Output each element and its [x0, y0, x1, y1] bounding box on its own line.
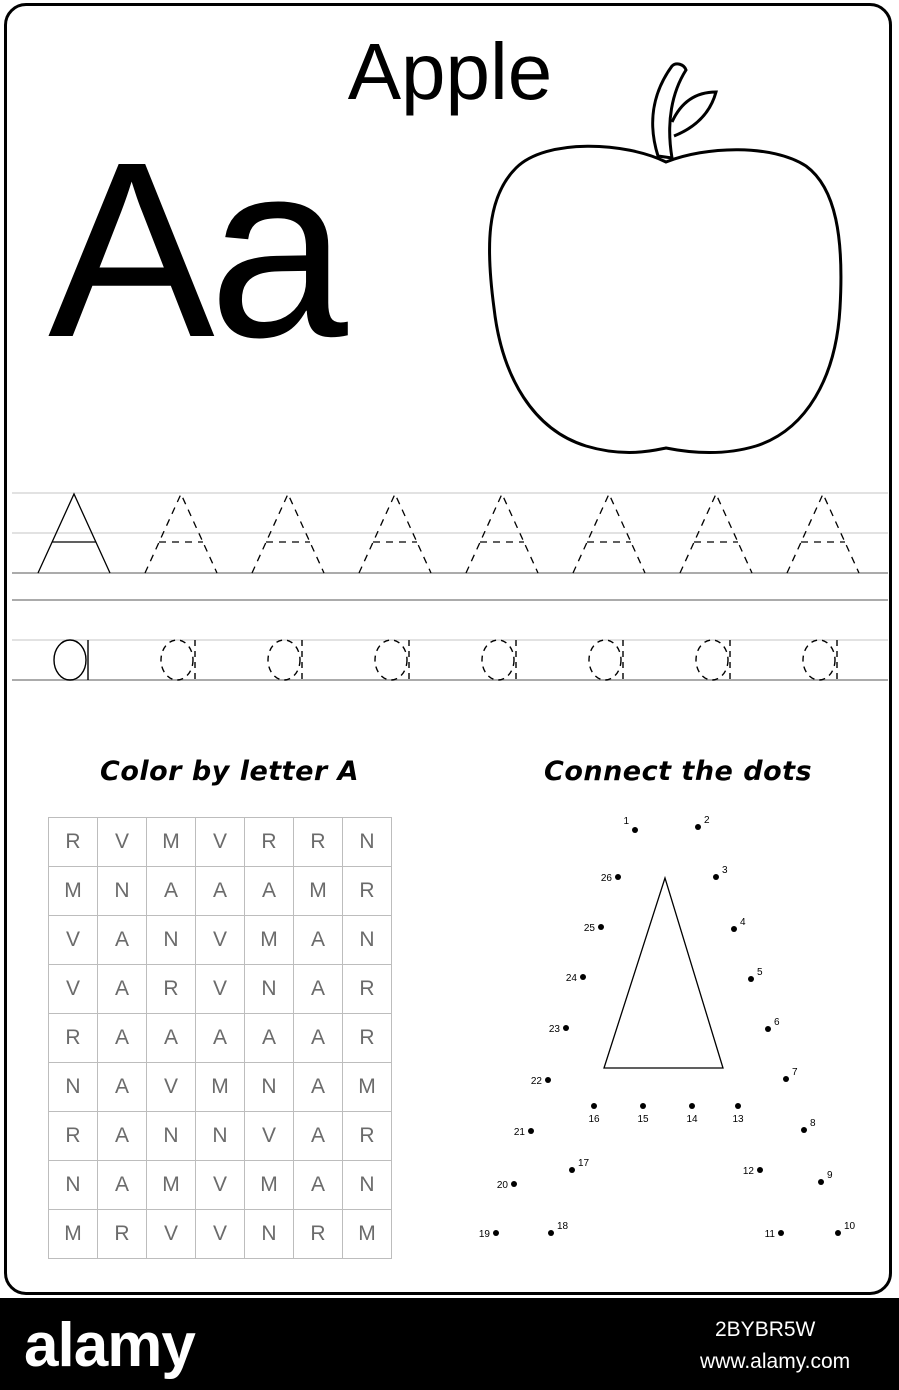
grid-cell[interactable]: N — [245, 1210, 294, 1259]
dot-8 — [801, 1127, 807, 1133]
trace-lowercase-a — [268, 640, 302, 680]
trace-lowercase-a — [161, 640, 195, 680]
grid-cell[interactable]: N — [98, 867, 147, 916]
dot-label: 4 — [740, 917, 746, 928]
trace-lowercase-a — [482, 640, 516, 680]
grid-cell[interactable]: R — [343, 965, 392, 1014]
dot-17 — [569, 1167, 575, 1173]
grid-cell[interactable]: M — [245, 1161, 294, 1210]
dot-label: 21 — [513, 1127, 525, 1138]
grid-cell[interactable]: A — [196, 1014, 245, 1063]
dot-label: 19 — [478, 1229, 490, 1240]
grid-cell[interactable]: V — [196, 916, 245, 965]
grid-cell[interactable]: A — [98, 916, 147, 965]
grid-cell[interactable]: V — [196, 965, 245, 1014]
uppercase-trace-row — [0, 490, 899, 590]
grid-cell[interactable]: N — [196, 1112, 245, 1161]
grid-cell[interactable]: A — [294, 1112, 343, 1161]
grid-cell[interactable]: N — [147, 1112, 196, 1161]
trace-lowercase-a — [696, 640, 730, 680]
dot-label: 8 — [810, 1118, 816, 1129]
grid-cell[interactable]: R — [343, 867, 392, 916]
dot-15 — [640, 1103, 646, 1109]
dot-label: 2 — [704, 815, 710, 826]
grid-cell[interactable]: N — [49, 1063, 98, 1112]
connect-dots-puzzle — [470, 805, 870, 1275]
dot-16 — [591, 1103, 597, 1109]
grid-cell[interactable]: N — [343, 916, 392, 965]
dot-4 — [731, 926, 737, 932]
trace-uppercase-A — [145, 494, 217, 573]
grid-cell[interactable]: R — [245, 818, 294, 867]
grid-cell[interactable]: A — [294, 1161, 343, 1210]
grid-row — [49, 867, 392, 916]
grid-cell[interactable]: M — [343, 1063, 392, 1112]
grid-cell[interactable]: R — [147, 965, 196, 1014]
grid-cell[interactable]: M — [294, 867, 343, 916]
dot-6 — [765, 1026, 771, 1032]
color-by-letter-grid — [48, 817, 392, 1259]
grid-row — [49, 1112, 392, 1161]
grid-cell[interactable]: A — [294, 965, 343, 1014]
dot-5 — [748, 976, 754, 982]
dot-label: 23 — [548, 1024, 560, 1035]
image-id: 2BYBR5W — [715, 1318, 816, 1341]
grid-cell[interactable]: M — [343, 1210, 392, 1259]
grid-cell[interactable]: M — [147, 1161, 196, 1210]
grid-row — [49, 965, 392, 1014]
dot-23 — [563, 1025, 569, 1031]
trace-uppercase-A — [359, 494, 431, 573]
dot-22 — [545, 1077, 551, 1083]
dot-label: 1 — [623, 816, 629, 827]
worksheet-word-title: Apple — [347, 27, 553, 116]
grid-cell[interactable]: V — [196, 1161, 245, 1210]
trace-uppercase-A — [466, 494, 538, 573]
grid-cell[interactable]: V — [196, 818, 245, 867]
dot-label: 15 — [637, 1114, 649, 1125]
trace-lowercase-a — [589, 640, 623, 680]
dot-label: 14 — [686, 1114, 698, 1125]
dot-label: 22 — [530, 1076, 542, 1087]
grid-cell[interactable]: R — [294, 1210, 343, 1259]
grid-cell[interactable]: M — [49, 867, 98, 916]
dots-inner-triangle — [604, 878, 723, 1068]
dot-2 — [695, 824, 701, 830]
grid-row — [49, 1063, 392, 1112]
grid-cell[interactable]: R — [49, 1112, 98, 1161]
dot-label: 11 — [764, 1229, 775, 1240]
grid-cell[interactable]: M — [196, 1063, 245, 1112]
grid-cell[interactable]: N — [343, 1161, 392, 1210]
dot-20 — [511, 1181, 517, 1187]
dot-label: 5 — [757, 967, 763, 978]
dot-7 — [783, 1076, 789, 1082]
grid-cell[interactable]: A — [98, 1161, 147, 1210]
dot-3 — [713, 874, 719, 880]
grid-cell[interactable]: A — [294, 916, 343, 965]
grid-cell[interactable]: V — [196, 1210, 245, 1259]
grid-cell[interactable]: A — [98, 965, 147, 1014]
dot-label: 24 — [565, 973, 577, 984]
grid-cell[interactable]: N — [147, 916, 196, 965]
grid-cell[interactable]: N — [245, 965, 294, 1014]
dot-label: 9 — [827, 1170, 833, 1181]
grid-cell[interactable]: A — [98, 1112, 147, 1161]
grid-row — [49, 818, 392, 867]
dot-10 — [835, 1230, 841, 1236]
grid-cell[interactable]: R — [294, 818, 343, 867]
grid-cell[interactable]: R — [343, 1112, 392, 1161]
grid-cell[interactable]: R — [49, 818, 98, 867]
grid-cell[interactable]: A — [245, 1014, 294, 1063]
dot-21 — [528, 1128, 534, 1134]
dot-label: 10 — [844, 1221, 856, 1232]
dot-label: 7 — [792, 1067, 798, 1078]
alamy-logo: alamy — [24, 1311, 195, 1380]
grid-row — [49, 916, 392, 965]
grid-cell[interactable]: N — [49, 1161, 98, 1210]
grid-cell[interactable]: R — [343, 1014, 392, 1063]
lowercase-trace-row — [0, 630, 899, 690]
dot-11 — [778, 1230, 784, 1236]
grid-cell[interactable]: M — [49, 1210, 98, 1259]
grid-cell[interactable]: V — [245, 1112, 294, 1161]
grid-cell[interactable]: N — [343, 818, 392, 867]
dot-14 — [689, 1103, 695, 1109]
trace-uppercase-A — [573, 494, 645, 573]
trace-uppercase-A — [252, 494, 324, 573]
grid-cell[interactable]: A — [294, 1014, 343, 1063]
grid-cell[interactable]: V — [147, 1210, 196, 1259]
grid-cell[interactable]: V — [147, 1063, 196, 1112]
grid-row — [49, 1014, 392, 1063]
grid-cell[interactable]: A — [98, 1014, 147, 1063]
grid-row — [49, 1161, 392, 1210]
trace-lowercase-a — [54, 640, 88, 680]
grid-cell[interactable]: R — [98, 1210, 147, 1259]
color-by-letter-heading: Color by letter A — [100, 756, 360, 787]
dot-label: 25 — [583, 923, 595, 934]
trace-uppercase-A — [38, 494, 110, 573]
trace-uppercase-A — [787, 494, 859, 573]
connect-dots-heading: Connect the dots — [544, 756, 813, 787]
dot-19 — [493, 1230, 499, 1236]
dot-label: 6 — [774, 1017, 780, 1028]
dot-13 — [735, 1103, 741, 1109]
grid-cell[interactable]: A — [147, 1014, 196, 1063]
grid-cell[interactable]: A — [294, 1063, 343, 1112]
dot-label: 13 — [732, 1114, 744, 1125]
grid-cell[interactable]: A — [245, 867, 294, 916]
dot-24 — [580, 974, 586, 980]
grid-cell[interactable]: A — [147, 867, 196, 916]
grid-cell[interactable]: R — [49, 1014, 98, 1063]
grid-cell[interactable]: V — [49, 965, 98, 1014]
grid-cell[interactable]: N — [245, 1063, 294, 1112]
grid-cell[interactable]: M — [147, 818, 196, 867]
dot-label: 17 — [578, 1158, 590, 1169]
trace-uppercase-A — [680, 494, 752, 573]
grid-cell[interactable]: V — [49, 916, 98, 965]
trace-lowercase-a — [375, 640, 409, 680]
dot-26 — [615, 874, 621, 880]
dot-label: 3 — [722, 865, 728, 876]
dot-label: 20 — [496, 1180, 508, 1191]
dot-1 — [632, 827, 638, 833]
site-url: www.alamy.com — [700, 1350, 851, 1373]
dot-label: 16 — [588, 1114, 600, 1125]
dot-label: 18 — [557, 1221, 569, 1232]
trace-lowercase-a — [803, 640, 837, 680]
dot-label: 12 — [742, 1166, 754, 1177]
grid-cell[interactable]: A — [196, 867, 245, 916]
grid-cell[interactable]: V — [98, 818, 147, 867]
dot-25 — [598, 924, 604, 930]
grid-row — [49, 1210, 392, 1259]
dot-12 — [757, 1167, 763, 1173]
dot-18 — [548, 1230, 554, 1236]
dot-9 — [818, 1179, 824, 1185]
grid-cell[interactable]: A — [98, 1063, 147, 1112]
dot-label: 26 — [600, 873, 612, 884]
grid-cell[interactable]: M — [245, 916, 294, 965]
big-letters-aa: Aa — [48, 110, 342, 389]
